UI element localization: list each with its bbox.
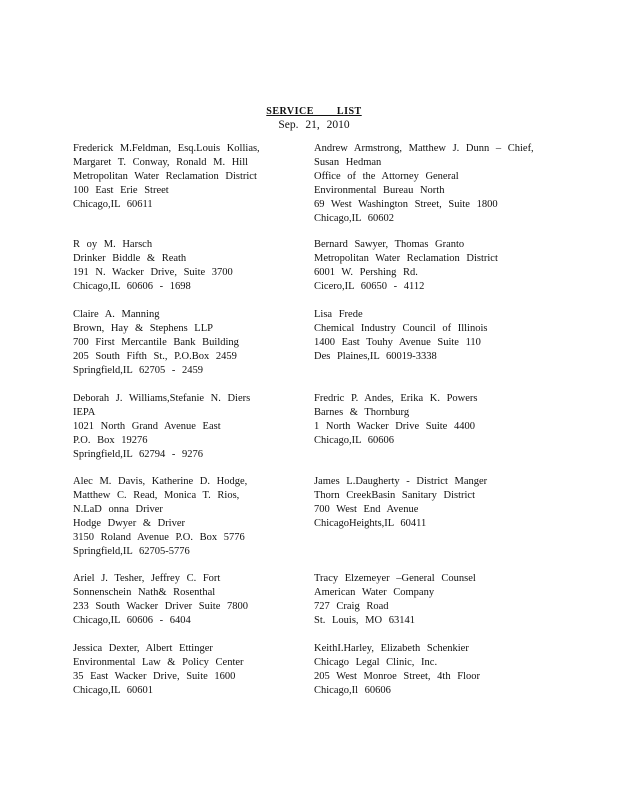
entry-line: Springfield,IL 62705 - 2459 [73,364,204,376]
service-entry [73,308,303,378]
entry-line: Hodge Dwyer & Driver [73,517,186,529]
entry-line: Springfield,IL 62705-5776 [73,545,190,557]
entry-line: Ariel J. Tesher, Jeffrey C. Fort [73,573,221,584]
entry-line: Tracy Elzemeyer –General Counsel [314,573,476,584]
entry-line: Cicero,IL 60650 - 4112 [314,280,425,292]
entry-line: Metropolitan Water Reclamation District [314,252,498,264]
entry-line: 1 North Wacker Drive Suite 4400 [314,420,475,432]
entry-line: Metropolitan Water Reclamation District [73,170,257,182]
entry-line: 6001 W. Pershing Rd. [314,266,418,278]
service-entry [314,142,544,225]
entry-line: Matthew C. Read, Monica T. Rios, [73,489,240,501]
entry-line: Drinker Biddle & Reath [73,252,187,264]
service-entry [73,572,303,628]
entry-line: 35 East Wacker Drive, Suite 1600 [73,670,236,682]
entry-line: 727 Craig Road [314,600,389,612]
entry-line: Chicago Legal Clinic, Inc. [314,656,438,668]
entry-line: IEPA [73,406,96,418]
entry-line: Susan Hedman [314,156,382,168]
entry-line: Chicago,IL 60606 - 1698 [73,280,191,292]
entry-line: Chicago,IL 60611 [73,198,153,210]
service-entry [314,308,544,364]
entry-line: 233 South Wacker Driver Suite 7800 [73,600,248,612]
service-entry [73,238,303,294]
entry-line: Margaret T. Conway, Ronald M. Hill [73,156,249,168]
entry-line: Alec M. Davis, Katherine D. Hodge, [73,476,248,487]
service-entry [314,572,544,628]
entry-line: Office of the Attorney General [314,170,459,182]
service-entry [314,392,544,448]
entry-line: Deborah J. Williams,Stefanie N. Diers [73,393,251,404]
entry-line: 1400 East Touhy Avenue Suite 110 [314,336,481,348]
entry-line: Environmental Law & Policy Center [73,656,244,668]
entry-line: Environmental Bureau North [314,184,445,196]
entry-line: Frederick M.Feldman, Esq.Louis Kollias, [73,143,260,154]
entry-line: Chicago,IL 60602 [314,212,395,224]
entry-line: P.O. Box 19276 [73,434,148,446]
entry-line: Claire A. Manning [73,309,160,320]
entry-line: 100 East Erie Street [73,184,169,196]
service-entry [314,238,544,294]
entry-line: 191 N. Wacker Drive, Suite 3700 [73,266,233,278]
entry-line: Des Plaines,IL 60019-3338 [314,350,437,362]
entry-line: Chemical Industry Council of Illinois [314,322,488,334]
entry-line: American Water Company [314,586,435,598]
entry-line: R oy M. Harsch [73,239,153,250]
service-entry [314,642,544,698]
entry-line: Brown, Hay & Stephens LLP [73,322,213,334]
entry-line: 205 West Monroe Street, 4th Floor [314,670,480,682]
service-entry [314,475,544,531]
entry-line: N.LaD onna Driver [73,503,163,515]
entry-line: KeithI.Harley, Elizabeth Schenkier [314,643,469,654]
entry-line: Chicago,IL 60606 - 6404 [73,614,191,626]
entry-line: Bernard Sawyer, Thomas Granto [314,239,465,250]
entry-line: 1021 North Grand Avenue East [73,420,221,432]
entry-line: 69 West Washington Street, Suite 1800 [314,198,498,210]
service-entry [73,142,303,212]
service-entry [73,475,303,558]
entry-line: 3150 Roland Avenue P.O. Box 5776 [73,531,245,543]
entry-line: Fredric P. Andes, Erika K. Powers [314,393,478,404]
entry-line: James L.Daugherty - District Manger [314,476,488,487]
entry-line: Springfield,IL 62794 - 9276 [73,448,204,460]
entry-line: Barnes & Thornburg [314,406,410,418]
entry-line: Chicago,IL 60601 [73,684,154,696]
entry-line: Andrew Armstrong, Matthew J. Dunn – Chief, [314,143,534,154]
entry-line: 700 First Mercantile Bank Building [73,336,239,348]
entry-line: St. Louis, MO 63141 [314,614,415,626]
entry-line: 700 West End Avenue [314,503,419,515]
entry-line: 205 South Fifth St., P.O.Box 2459 [73,350,237,362]
entry-line: Jessica Dexter, Albert Ettinger [73,643,213,654]
entry-line: Lisa Frede [314,309,363,320]
entry-line: Thorn CreekBasin Sanitary District [314,489,476,501]
entry-line: Chicago,IL 60606 [314,434,395,446]
service-entry [73,642,303,698]
entry-line: Chicago,Il 60606 [314,684,391,696]
entry-line: ChicagoHeights,IL 60411 [314,517,427,529]
document-title: SERVICE LIST [266,106,362,117]
service-entry [73,392,303,462]
service-list-header [0,101,618,132]
document-date: Sep. 21, 2010 [278,119,350,131]
entry-line: Sonnenschein Nath& Rosenthal [73,586,216,598]
